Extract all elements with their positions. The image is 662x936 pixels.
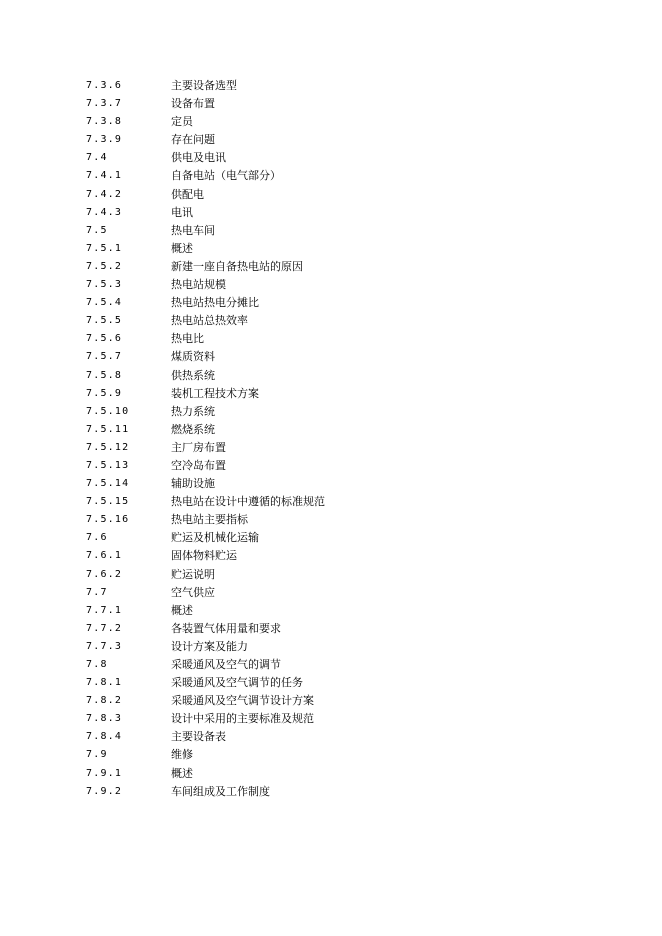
section-title: 自备电站（电气部分） xyxy=(171,169,281,183)
section-number: 7.5.1 xyxy=(86,242,123,254)
section-title: 存在问题 xyxy=(171,133,215,147)
toc-row xyxy=(0,77,662,95)
toc-row xyxy=(0,240,662,258)
toc-row xyxy=(0,167,662,185)
section-title: 供热系统 xyxy=(171,368,215,382)
section-title: 设备布置 xyxy=(171,97,215,111)
section-number: 7.5.5 xyxy=(86,315,123,327)
section-title: 设计方案及能力 xyxy=(171,639,248,653)
toc-row xyxy=(0,566,662,584)
section-title: 维修 xyxy=(171,748,193,762)
toc-row xyxy=(0,149,662,167)
section-title: 热电比 xyxy=(171,332,204,346)
toc-row xyxy=(0,113,662,131)
section-title: 各装置气体用量和要求 xyxy=(171,621,281,635)
section-number: 7.8.3 xyxy=(86,713,123,725)
section-title: 贮运说明 xyxy=(171,567,215,581)
section-title: 主厂房布置 xyxy=(171,440,226,454)
toc-row xyxy=(0,529,662,547)
section-title: 采暖通风及空气调节设计方案 xyxy=(171,694,314,708)
section-number: 7.5.10 xyxy=(86,405,130,417)
toc-row xyxy=(0,783,662,801)
section-title: 煤质资料 xyxy=(171,350,215,364)
section-number: 7.7.1 xyxy=(86,604,123,616)
section-title: 概述 xyxy=(171,603,193,617)
section-number: 7.5 xyxy=(86,224,108,236)
toc-row xyxy=(0,620,662,638)
section-number: 7.9.2 xyxy=(86,785,123,797)
toc-row xyxy=(0,457,662,475)
section-number: 7.7.3 xyxy=(86,640,123,652)
toc-row xyxy=(0,674,662,692)
section-title: 贮运及机械化运输 xyxy=(171,531,259,545)
section-number: 7.5.16 xyxy=(86,514,130,526)
section-title: 新建一座自备热电站的原因 xyxy=(171,259,303,273)
section-number: 7.4.1 xyxy=(86,170,123,182)
section-title: 热电站总热效率 xyxy=(171,314,248,328)
section-title: 热电车间 xyxy=(171,223,215,237)
section-number: 7.3.7 xyxy=(86,98,123,110)
section-number: 7.7.2 xyxy=(86,622,123,634)
toc-row xyxy=(0,765,662,783)
toc-row xyxy=(0,276,662,294)
section-number: 7.5.11 xyxy=(86,423,130,435)
section-number: 7.4.2 xyxy=(86,188,123,200)
section-title: 电讯 xyxy=(171,205,193,219)
toc-row xyxy=(0,95,662,113)
toc-row xyxy=(0,439,662,457)
toc-row xyxy=(0,547,662,565)
toc-row xyxy=(0,638,662,656)
section-number: 7.5.7 xyxy=(86,351,123,363)
toc-row xyxy=(0,493,662,511)
section-number: 7.9 xyxy=(86,749,108,761)
toc-row xyxy=(0,728,662,746)
section-number: 7.5.15 xyxy=(86,496,130,508)
section-title: 装机工程技术方案 xyxy=(171,386,259,400)
section-title: 主要设备选型 xyxy=(171,79,237,92)
toc-row xyxy=(0,746,662,764)
section-title: 采暖通风及空气的调节 xyxy=(171,658,281,671)
toc-row xyxy=(0,312,662,330)
section-number: 7.5.14 xyxy=(86,478,130,490)
toc-row xyxy=(0,421,662,439)
section-title: 热电站热电分摊比 xyxy=(171,296,259,310)
section-number: 7.5.2 xyxy=(86,260,123,272)
toc-row xyxy=(0,258,662,276)
section-number: 7.5.6 xyxy=(86,333,123,345)
section-number: 7.6 xyxy=(86,532,108,544)
section-title: 热电站主要指标 xyxy=(171,513,248,527)
toc-row xyxy=(0,330,662,348)
section-number: 7.3.6 xyxy=(86,80,123,91)
table-of-contents xyxy=(0,77,662,801)
section-number: 7.8.1 xyxy=(86,677,123,689)
section-number: 7.5.8 xyxy=(86,369,123,381)
section-number: 7.5.4 xyxy=(86,297,123,309)
section-title: 热电站在设计中遵循的标准规范 xyxy=(171,495,325,509)
toc-row xyxy=(0,186,662,204)
section-number: 7.5.13 xyxy=(86,459,130,471)
toc-row xyxy=(0,367,662,385)
section-title: 固体物料贮运 xyxy=(171,549,237,563)
toc-row xyxy=(0,475,662,493)
section-number: 7.5.12 xyxy=(86,441,130,453)
toc-row xyxy=(0,222,662,240)
section-number: 7.6.2 xyxy=(86,568,123,580)
section-number: 7.3.8 xyxy=(86,116,123,128)
section-title: 燃烧系统 xyxy=(171,422,215,436)
section-number: 7.4.3 xyxy=(86,206,123,218)
toc-row xyxy=(0,511,662,529)
section-title: 概述 xyxy=(171,766,193,780)
toc-row xyxy=(0,584,662,602)
section-number: 7.8.2 xyxy=(86,695,123,707)
section-number: 7.5.9 xyxy=(86,387,123,399)
toc-row xyxy=(0,294,662,312)
section-number: 7.5.3 xyxy=(86,279,123,291)
section-title: 空冷岛布置 xyxy=(171,458,226,472)
toc-row xyxy=(0,348,662,366)
section-title: 供电及电讯 xyxy=(171,151,226,165)
section-number: 7.7 xyxy=(86,586,108,598)
toc-row xyxy=(0,403,662,421)
toc-row xyxy=(0,656,662,674)
toc-row xyxy=(0,602,662,620)
section-title: 定员 xyxy=(171,115,193,129)
section-number: 7.6.1 xyxy=(86,550,123,562)
section-title: 概述 xyxy=(171,241,193,255)
toc-row xyxy=(0,131,662,149)
toc-row xyxy=(0,710,662,728)
section-title: 辅助设施 xyxy=(171,477,215,491)
section-title: 空气供应 xyxy=(171,585,215,599)
section-number: 7.9.1 xyxy=(86,767,123,779)
toc-row xyxy=(0,385,662,403)
section-title: 车间组成及工作制度 xyxy=(171,784,270,798)
section-title: 采暖通风及空气调节的任务 xyxy=(171,676,303,690)
section-title: 热电站规模 xyxy=(171,278,226,292)
section-number: 7.3.9 xyxy=(86,134,123,146)
section-title: 供配电 xyxy=(171,187,204,201)
toc-row xyxy=(0,204,662,222)
section-title: 设计中采用的主要标准及规范 xyxy=(171,712,314,726)
section-number: 7.4 xyxy=(86,152,108,164)
toc-row xyxy=(0,692,662,710)
section-title: 主要设备表 xyxy=(171,730,226,744)
section-number: 7.8 xyxy=(86,659,108,670)
section-number: 7.8.4 xyxy=(86,731,123,743)
section-title: 热力系统 xyxy=(171,404,215,418)
